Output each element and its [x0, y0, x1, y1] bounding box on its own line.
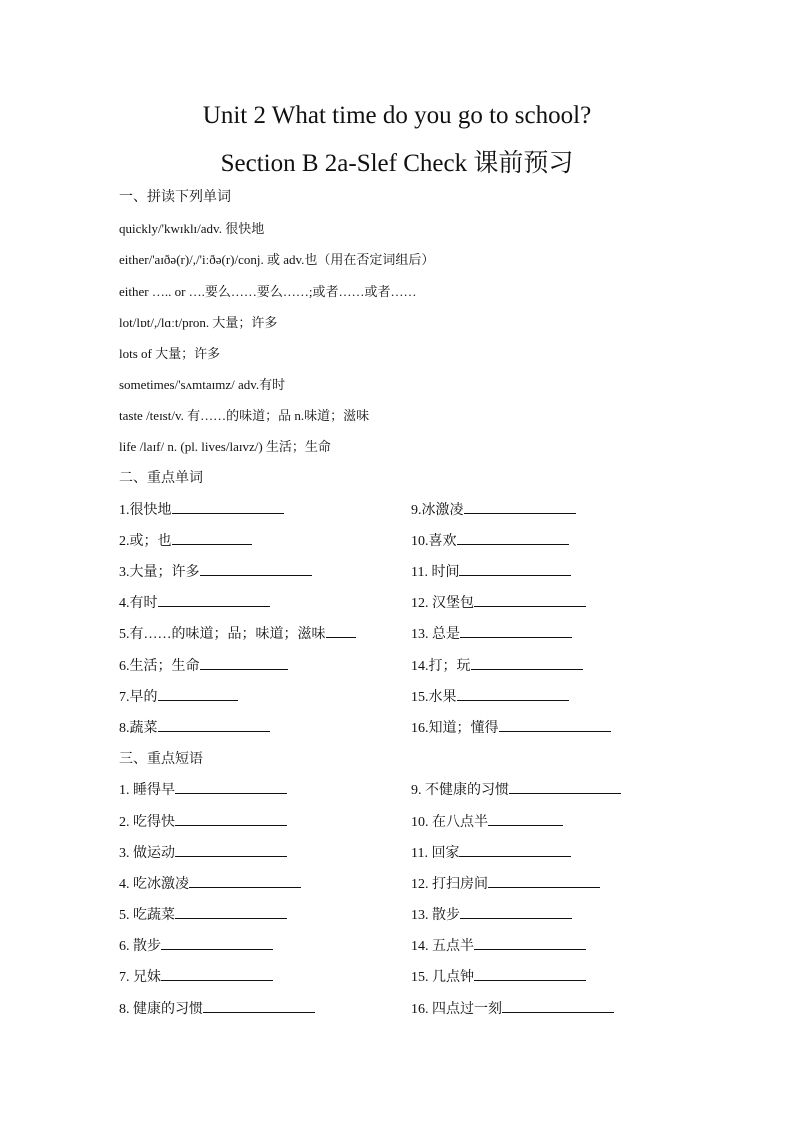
question-prompt: 16. 四点过一刻: [411, 1002, 502, 1017]
word-question: [119, 686, 238, 706]
page-title: Unit 2 What time do you go to school?: [202, 102, 592, 129]
answer-blank[interactable]: [457, 531, 569, 545]
word-question: [119, 623, 356, 643]
vocab-item: either ….. or ….要么……要么……;或者……或者……: [119, 284, 417, 299]
word-question: [411, 499, 576, 519]
answer-blank[interactable]: [203, 999, 315, 1013]
word-question: [119, 499, 284, 519]
answer-blank[interactable]: [474, 967, 586, 981]
answer-blank[interactable]: [175, 812, 287, 826]
word-question: [411, 717, 611, 737]
answer-blank[interactable]: [175, 905, 287, 919]
answer-blank[interactable]: [158, 593, 270, 607]
question-prompt: 15.水果: [411, 690, 457, 705]
word-question: [119, 655, 288, 675]
vocab-item: life /laɪf/ n. (pl. lives/laɪvz/) 生活；生命: [119, 439, 331, 454]
word-question: [119, 561, 312, 581]
answer-blank[interactable]: [509, 780, 621, 794]
question-prompt: 1. 睡得早: [119, 783, 175, 798]
answer-blank[interactable]: [172, 531, 252, 545]
answer-blank[interactable]: [459, 843, 571, 857]
question-prompt: 13. 散步: [411, 908, 460, 923]
vocab-item: taste /teɪst/v. 有……的味道；品 n.味道；滋味: [119, 408, 370, 423]
answer-blank[interactable]: [326, 624, 356, 638]
word-question: [411, 686, 569, 706]
phrase-question: [411, 904, 572, 924]
word-question: [411, 655, 583, 675]
answer-blank[interactable]: [158, 718, 270, 732]
answer-blank[interactable]: [488, 874, 600, 888]
question-prompt: 10.喜欢: [411, 534, 457, 549]
page-subtitle: Section B 2a-Slef Check 课前预习: [220, 150, 574, 177]
answer-blank[interactable]: [460, 905, 572, 919]
question-prompt: 5.有……的味道；品；味道；滋味: [119, 627, 326, 642]
word-question: [411, 530, 569, 550]
answer-blank[interactable]: [457, 687, 569, 701]
question-prompt: 5. 吃蔬菜: [119, 908, 175, 923]
question-prompt: 3. 做运动: [119, 846, 175, 861]
word-question: [411, 592, 586, 612]
question-prompt: 7. 兄妹: [119, 970, 161, 985]
question-prompt: 12. 汉堡包: [411, 596, 474, 611]
answer-blank[interactable]: [502, 999, 614, 1013]
answer-blank[interactable]: [175, 843, 287, 857]
answer-blank[interactable]: [474, 936, 586, 950]
word-question: [411, 623, 572, 643]
answer-blank[interactable]: [488, 812, 563, 826]
phrase-question: [119, 998, 315, 1018]
question-prompt: 14.打；玩: [411, 659, 471, 674]
vocab-item: lot/lɒt/,/lɑːt/pron. 大量；许多: [119, 315, 278, 330]
phrase-question: [411, 935, 586, 955]
question-prompt: 8. 健康的习惯: [119, 1002, 203, 1017]
answer-blank[interactable]: [161, 936, 273, 950]
vocab-item: sometimes/'sʌmtaɪmz/ adv.有时: [119, 377, 286, 392]
word-question: [411, 561, 571, 581]
phrase-question: [411, 873, 600, 893]
question-prompt: 15. 几点钟: [411, 970, 474, 985]
question-prompt: 1.很快地: [119, 503, 172, 518]
phrase-question: [411, 811, 563, 831]
question-prompt: 10. 在八点半: [411, 815, 488, 830]
section1-heading: 一、拼读下列单词: [119, 190, 231, 205]
phrase-question: [119, 873, 301, 893]
phrase-question: [411, 966, 586, 986]
question-prompt: 4. 吃冰激凌: [119, 877, 189, 892]
question-prompt: 13. 总是: [411, 627, 460, 642]
answer-blank[interactable]: [200, 562, 312, 576]
question-prompt: 4.有时: [119, 596, 158, 611]
answer-blank[interactable]: [200, 656, 288, 670]
phrase-question: [411, 998, 614, 1018]
vocab-item: either/'aɪðə(r)/,/'iːðə(r)/conj. 或 adv.也（用在否定词组后）: [119, 252, 435, 267]
question-prompt: 9. 不健康的习惯: [411, 783, 509, 798]
answer-blank[interactable]: [161, 967, 273, 981]
question-prompt: 11. 回家: [411, 846, 460, 861]
phrase-question: [411, 779, 621, 799]
question-prompt: 9.冰激凌: [411, 503, 464, 518]
question-prompt: 8.蔬菜: [119, 721, 158, 736]
question-prompt: 14. 五点半: [411, 939, 474, 954]
question-prompt: 11. 时间: [411, 565, 460, 580]
question-prompt: 16.知道；懂得: [411, 721, 499, 736]
word-question: [119, 592, 270, 612]
answer-blank[interactable]: [189, 874, 301, 888]
phrase-question: [119, 966, 273, 986]
word-question: [119, 717, 270, 737]
section3-heading: 三、重点短语: [119, 752, 203, 767]
answer-blank[interactable]: [172, 500, 284, 514]
answer-blank[interactable]: [158, 687, 238, 701]
question-prompt: 3.大量；许多: [119, 565, 200, 580]
question-prompt: 2. 吃得快: [119, 815, 175, 830]
phrase-question: [119, 935, 273, 955]
question-prompt: 2.或；也: [119, 534, 172, 549]
phrase-question: [119, 904, 287, 924]
answer-blank[interactable]: [459, 562, 571, 576]
question-prompt: 7.早的: [119, 690, 158, 705]
vocab-item: quickly/'kwɪklɪ/adv. 很快地: [119, 221, 265, 236]
answer-blank[interactable]: [474, 593, 586, 607]
answer-blank[interactable]: [499, 718, 611, 732]
question-prompt: 6.生活；生命: [119, 659, 200, 674]
vocab-item: lots of 大量；许多: [119, 346, 221, 361]
phrase-question: [119, 811, 287, 831]
section2-heading: 二、重点单词: [119, 471, 203, 486]
question-prompt: 12. 打扫房间: [411, 877, 488, 892]
answer-blank[interactable]: [460, 624, 572, 638]
phrase-question: [119, 779, 287, 799]
phrase-question: [119, 842, 287, 862]
word-question: [119, 530, 252, 550]
answer-blank[interactable]: [175, 780, 287, 794]
answer-blank[interactable]: [471, 656, 583, 670]
phrase-question: [411, 842, 571, 862]
answer-blank[interactable]: [464, 500, 576, 514]
question-prompt: 6. 散步: [119, 939, 161, 954]
